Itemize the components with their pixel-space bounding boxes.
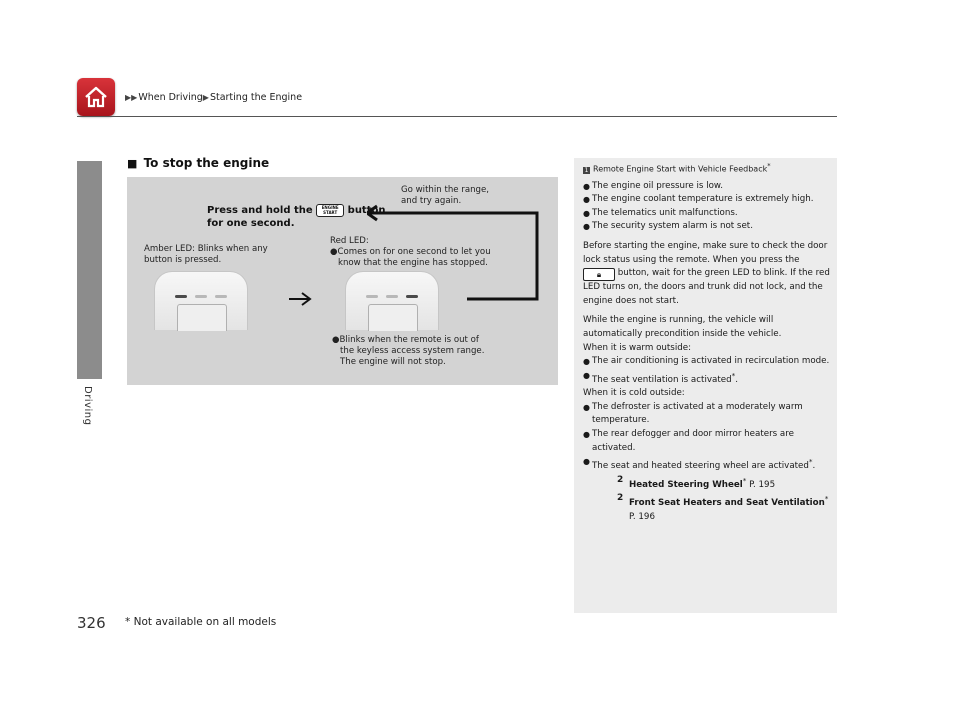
star: * [731,370,736,380]
ref-heated-steering-wheel[interactable] [583,474,833,492]
list-item: ● The defroster is activated at a moderately warm temperature. [583,401,833,428]
note-title [583,161,833,175]
amber-led [175,295,187,298]
ref2-title[interactable]: Front Seat Heaters and Seat Ventilation [629,498,825,509]
list-item: ● The seat and heated steering wheel are activated*. [583,455,833,473]
section-heading [127,156,269,170]
bullet-icon: ● [332,335,340,345]
red-led-title: Red LED: [330,236,369,246]
page-number: 326 [77,614,106,632]
note-marker-icon: 1 [584,166,589,174]
condition-list [583,180,833,234]
press-hold-text-2: button [347,205,386,216]
ref-front-seat-heaters[interactable] [583,492,833,524]
header-divider [77,116,837,117]
amber-led-text-1: Amber LED: Blinks when any [144,244,268,254]
note-title-text: Remote Engine Start with Vehicle Feedback [593,164,768,174]
button-pad [368,304,418,331]
side-note-panel [574,158,837,613]
ref2-page[interactable]: P. 196 [629,511,655,522]
list-item: ● The security system alarm is not set. [583,220,833,234]
warm-b2-text: The seat ventilation is activated [592,374,732,385]
remote-fob-left [154,271,248,330]
out-of-range-note [332,335,484,368]
star: * [742,475,747,485]
note-title-star: * [767,162,771,170]
section-heading-text: To stop the engine [143,156,270,170]
go-within-text: Go within the range, [401,185,490,195]
bullet-icon: ● [330,247,338,257]
try-again-text: and try again. [401,196,462,206]
list-item: ● The rear defogger and door mirror heaters are activated. [583,428,833,455]
led [195,295,207,298]
breadcrumb-arrow-icon: ▶▶ [125,93,138,102]
button-pad [177,304,227,331]
retry-loop-arrow [367,177,547,307]
cold-heading: When it is cold outside: [583,388,685,399]
press-hold-text-3: for one second. [207,218,295,229]
star: * [824,494,829,504]
para1-text-b: button, wait for the green LED to blink. If the red LED turns on, the doors and trunk did not lock, and the engine does not start. [583,268,830,306]
lock-icon: 🔒︎ [583,268,615,281]
heading-bullet: ■ [127,157,138,170]
ref1-title[interactable]: Heated Steering Wheel [629,479,743,490]
list-item: ● The seat ventilation is activated*. [583,369,833,387]
breadcrumb-starting-engine[interactable]: Starting the Engine [209,92,303,103]
remote-illustration [127,177,558,385]
cold-b3-text: The seat and heated steering wheel are activated [592,461,809,472]
chapter-tab[interactable] [77,161,102,379]
blinks-text-3: The engine will not stop. [340,357,446,367]
precondition-paragraph: While the engine is running, the vehicle will automatically precondition inside the vehicle. [583,315,782,339]
red-led-text-2: know that the engine has stopped. [338,258,488,268]
amber-led-note [144,244,268,266]
ref1-page[interactable]: P. 195 [749,479,776,490]
breadcrumb-when-driving[interactable]: When Driving [138,92,203,103]
list-item: ● The telematics unit malfunctions. [583,207,833,221]
engine-start-button-icon [316,204,344,217]
blinks-text-1: Blinks when the remote is out of [339,335,479,345]
breadcrumb-arrow-icon: ▶ [202,93,209,102]
engine-start-button-text: ENGINE START [321,205,339,215]
warm-heading: When it is warm outside: [583,342,692,353]
red-led-text-1: Comes on for one second to let you [337,247,491,257]
door-lock-paragraph [583,240,833,308]
home-icon [83,84,109,110]
home-button[interactable] [77,78,115,116]
chapter-label: Driving [82,386,93,426]
list-item: ● The engine oil pressure is low. [583,180,833,194]
blinks-text-2: the keyless access system range. [340,346,485,356]
ref-arrow-icon: 2 [617,474,624,485]
list-item: ● The air conditioning is activated in recirculation mode. [583,355,833,369]
right-arrow-icon [287,290,313,306]
press-hold-text-1: Press and hold the [207,205,313,216]
ref-arrow-icon: 2 [617,493,624,504]
press-hold-instruction [207,204,385,230]
star: * [808,457,813,467]
led [215,295,227,298]
amber-led-text-2: button is pressed. [144,255,222,265]
breadcrumb [125,92,302,103]
footnote: * Not available on all models [125,616,277,628]
list-item: ● The engine coolant temperature is extremely high. [583,193,833,207]
para1-text-a: Before starting the engine, make sure to check the door lock status using the remote. When you press the [583,241,828,265]
